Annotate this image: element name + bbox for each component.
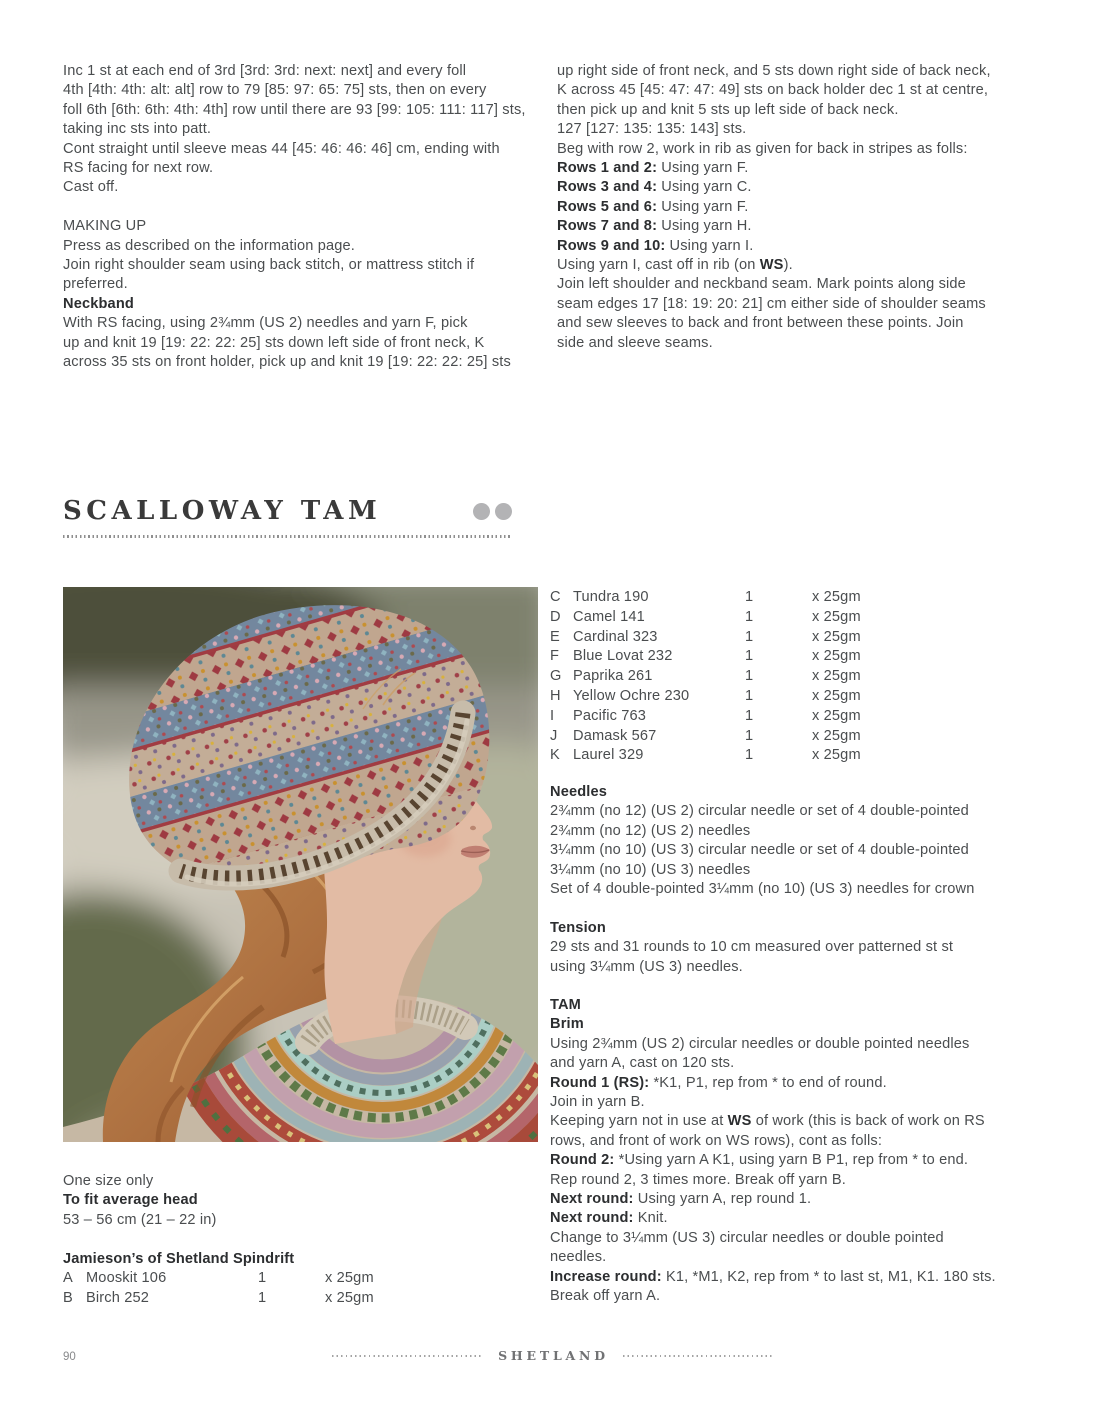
difficulty-dots (473, 503, 512, 520)
dotted-rule (63, 535, 512, 538)
footer-title: SHETLAND (498, 1348, 609, 1363)
text-line: Brim (550, 1016, 584, 1033)
tension-block (550, 919, 1060, 977)
yarn-row: A Mooskit 106 1 x 25gm (63, 1270, 374, 1286)
yarn-row: C Tundra 190 1 x 25gm (550, 589, 861, 605)
yarn-row: I Pacific 763 1 x 25gm (550, 707, 861, 724)
text-line: rows, and front of work on WS rows), cont as folls: (550, 1132, 883, 1149)
tam-photo-illustration (63, 587, 538, 1142)
text-line: K across 45 [45: 47: 47: 49] sts on back holder dec 1 st at centre, (557, 82, 989, 99)
text-line: Cast off. (63, 179, 119, 196)
text-line: Rows 5 and 6: Using yarn F. (557, 198, 749, 215)
text-line: seam edges 17 [18: 19: 20: 21] cm either side of shoulder seams (557, 295, 986, 312)
text-line: To fit average head (63, 1192, 198, 1209)
text-line: up right side of front neck, and 5 sts down right side of back neck, (557, 63, 991, 79)
text-line: Rows 9 and 10: Using yarn I. (557, 237, 754, 254)
text-line: 3¼mm (no 10) (US 3) needles (550, 861, 751, 878)
text-line: MAKING UP (63, 218, 147, 235)
yarn-row: G Paprika 261 1 x 25gm (550, 668, 861, 685)
text-line: Using yarn I, cast off in rib (on WS). (557, 257, 793, 274)
text-line: Round 1 (RS): *K1, P1, rep from * to end of round. (550, 1074, 887, 1091)
yarn-row: D Camel 141 1 x 25gm (550, 608, 861, 625)
text-line: With RS facing, using 2¾mm (US 2) needles and yarn F, pick (63, 315, 468, 332)
text-line: Rows 7 and 8: Using yarn H. (557, 218, 752, 235)
page-number: 90 (63, 1351, 76, 1363)
footer-center (0, 1348, 1107, 1363)
section-title: SCALLOWAY TAM (63, 496, 382, 526)
text-line: 29 sts and 31 rounds to 10 cm measured over patterned st st (550, 939, 954, 956)
text-line: preferred. (63, 276, 128, 293)
footer-dotted-leader-left (332, 1355, 484, 1357)
text-line: RS facing for next row. (63, 160, 214, 177)
text-line: needles. (550, 1249, 607, 1266)
text-line: Join right shoulder seam using back stitch, or mattress stitch if (63, 257, 475, 274)
text-line: Beg with row 2, work in rib as given for back in stripes as folls: (557, 140, 968, 157)
text-line: Inc 1 st at each end of 3rd [3rd: 3rd: next: next] and every foll (63, 63, 467, 79)
text-line: Rep round 2, 3 times more. Break off yarn B. (550, 1171, 846, 1188)
text-line: Break off yarn A. (550, 1288, 661, 1305)
text-line: Needles (550, 784, 608, 800)
difficulty-dot (473, 503, 490, 520)
text-line: 2¾mm (no 12) (US 2) circular needle or set of 4 double-pointed (550, 803, 969, 820)
tam-photo (63, 587, 538, 1142)
text-line: then pick up and knit 5 sts up left side of back neck. (557, 101, 899, 118)
page-footer (0, 1348, 1107, 1368)
pattern-text-left-column (63, 62, 543, 373)
text-line: Increase round: K1, *M1, K2, rep from * to last st, M1, K1. 180 sts. (550, 1268, 996, 1285)
yarn-table-right (550, 588, 1060, 766)
text-line: side and sleeve seams. (557, 334, 713, 351)
text-line: One size only (63, 1173, 154, 1189)
text-line: foll 6th [6th: 6th: 4th: 4th] row until there are 93 [99: 105: 111: 117] sts, (63, 101, 526, 118)
yarn-row: K Laurel 329 1 x 25gm (550, 747, 861, 764)
text-line: 3¼mm (no 10) (US 3) circular needle or set of 4 double-pointed (550, 842, 969, 859)
text-line: 4th [4th: 4th: alt: alt] row to 79 [85: 97: 65: 75] sts, then on every (63, 82, 487, 99)
text-line: Tension (550, 920, 606, 936)
text-line: Using 2¾mm (US 2) circular needles or double pointed needles (550, 1035, 970, 1052)
nostril (470, 826, 476, 830)
text-line (63, 198, 543, 217)
text-line: Neckband (63, 295, 134, 312)
text-line: across 35 sts on front holder, pick up and knit 19 [19: 22: 22: 25] sts (63, 354, 511, 371)
text-line: 127 [127: 135: 135: 143] sts. (557, 121, 747, 138)
text-line: Next round: Knit. (550, 1210, 668, 1227)
yarn-row: H Yellow Ochre 230 1 x 25gm (550, 687, 861, 704)
text-line: 53 – 56 cm (21 – 22 in) (63, 1211, 217, 1228)
yarn-row: J Damask 567 1 x 25gm (550, 727, 861, 744)
footer-dotted-leader-right (623, 1355, 775, 1357)
text-line: Round 2: *Using yarn A K1, using yarn B P1, rep from * to end. (550, 1152, 969, 1169)
text-line: Set of 4 double-pointed 3¼mm (no 10) (US 3) needles for crown (550, 881, 975, 898)
yarn-row: B Birch 252 1 x 25gm (63, 1289, 374, 1306)
text-line: Rows 1 and 2: Using yarn F. (557, 160, 749, 177)
text-line (63, 1230, 543, 1249)
text-line: and yarn A, cast on 120 sts. (550, 1055, 735, 1072)
yarn-table-left (63, 1269, 543, 1309)
text-line: TAM (550, 997, 581, 1013)
text-line: Next round: Using yarn A, rep round 1. (550, 1191, 812, 1208)
text-line: Jamieson’s of Shetland Spindrift (63, 1250, 295, 1267)
tam-instructions-block (550, 996, 1060, 1307)
difficulty-dot (495, 503, 512, 520)
section-header (63, 496, 512, 538)
text-line: Press as described on the information page. (63, 237, 356, 254)
text-line: Join in yarn B. (550, 1094, 645, 1111)
text-line: Keeping yarn not in use at WS of work (this is back of work on RS (550, 1113, 985, 1130)
text-line: Rows 3 and 4: Using yarn C. (557, 179, 752, 196)
text-line: up and knit 19 [19: 22: 22: 25] sts down left side of front neck, K (63, 334, 485, 351)
pattern-text-right-column (557, 62, 1057, 353)
tam-size-block (63, 1172, 543, 1269)
yarn-row: F Blue Lovat 232 1 x 25gm (550, 648, 861, 665)
yarn-row: E Cardinal 323 1 x 25gm (550, 628, 861, 645)
text-line: Change to 3¼mm (US 3) circular needles or double pointed (550, 1229, 944, 1246)
text-line: and sew sleeves to back and front between these points. Join (557, 315, 964, 332)
text-line: using 3¼mm (US 3) needles. (550, 958, 743, 975)
text-line: Join left shoulder and neckband seam. Mark points along side (557, 276, 966, 293)
text-line: 2¾mm (no 12) (US 2) needles (550, 822, 751, 839)
text-line: Cont straight until sleeve meas 44 [45: 46: 46: 46] cm, ending with (63, 140, 500, 157)
text-line: taking inc sts into patt. (63, 121, 212, 138)
needles-block (550, 783, 1060, 899)
